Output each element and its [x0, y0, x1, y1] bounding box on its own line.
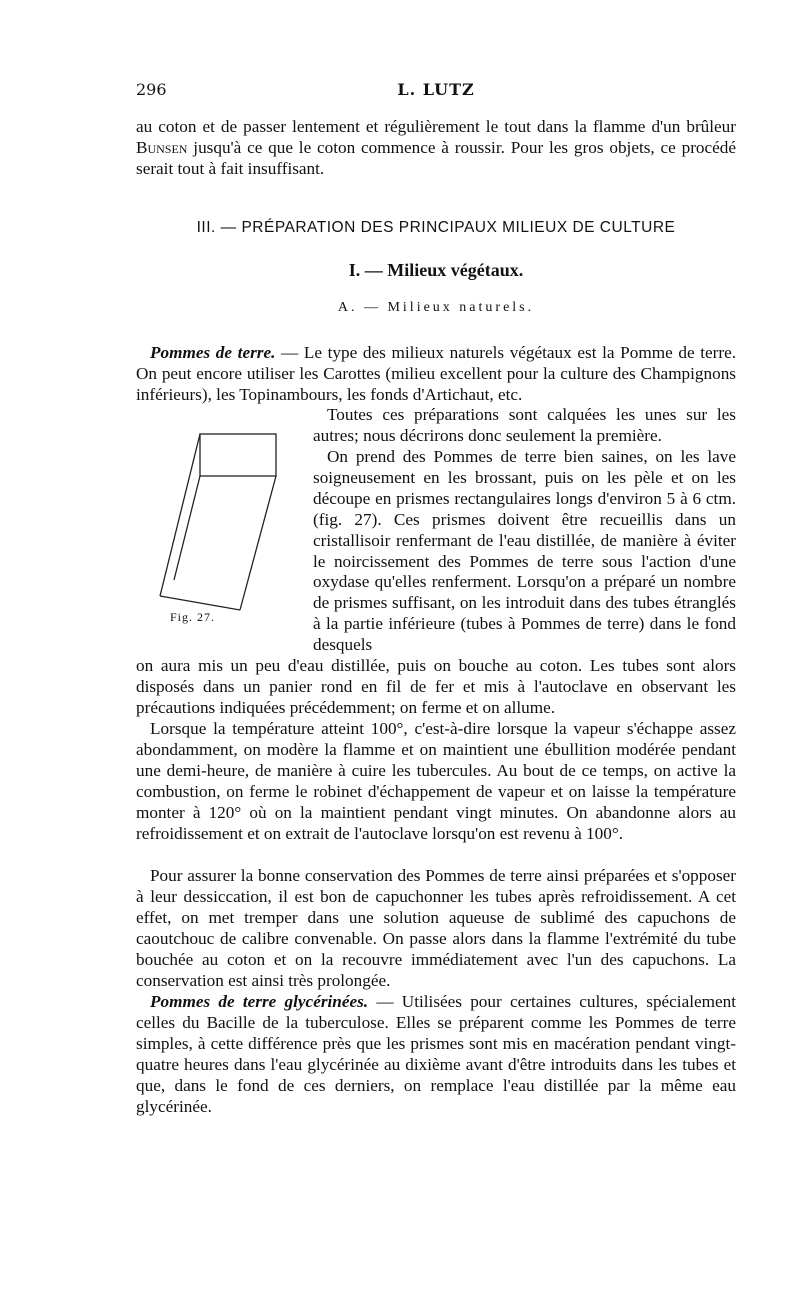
- conservation-paragraph: Pour assurer la bonne conservation des Pommes de terre ainsi préparées et s'opposer à leur dessiccation, il est bon de capuchonner les tubes après refroidissement. A cet effet, on met tremper dans une solution aqueuse de sublimé des capuchons de caoutchouc de calibre convenable. On passe alors dans la flamme l'extrémité du tube bouchée au coton et on la recouvre immédiatement avec l'un des capuchons. La conservation est ainsi très prolongée.: [136, 866, 736, 990]
- page-header: [136, 80, 736, 104]
- wrap-paragraph-1: Toutes ces préparations sont calquées les unes sur les autres; nous décrirons donc seulement la première.: [313, 405, 736, 445]
- pommes-lead: Pommes de terre.: [150, 343, 276, 362]
- figure-caption: Fig. 27.: [170, 610, 216, 624]
- pommes-text: — Le type des milieux naturels végétaux est la Pomme de terre. On peut encore utiliser les Carottes (milieu excellent pour la culture des Champignons inférieurs), les Topinambours, les fonds d'Artichaut, etc.: [136, 343, 736, 404]
- after-figure-paragraph: on aura mis un peu d'eau distillée, puis on bouche au coton. Les tubes sont alors disposés dans un panier rond en fil de fer et mis à l'autoclave en observant les précautions indiquées précédemment; on ferme et on allume.: [136, 656, 736, 717]
- intro-paragraph: [136, 117, 736, 180]
- figure-27: [140, 420, 290, 640]
- subsection-heading: I. — Milieux végétaux.: [348, 260, 524, 280]
- subsubsection-heading: A. — Milieux naturels.: [337, 300, 535, 315]
- intro-bunsen: Bunsen: [136, 137, 188, 157]
- intro-text-1: au coton et de passer lentement et régulièrement le tout dans la flamme d'un brûleur: [136, 117, 736, 136]
- intro-text-2: jusqu'à ce que le coton commence à roussir. Pour les gros objets, ce procédé serait tout à fait insuffisant.: [136, 137, 736, 178]
- running-title: L. LUTZ: [397, 80, 475, 99]
- potato-prism-drawing: [140, 420, 290, 620]
- page-number: 296: [136, 80, 167, 99]
- temperature-paragraph: Lorsque la température atteint 100°, c'est-à-dire lorsque la vapeur s'échappe assez abondamment, on modère la flamme et on maintient une ébullition modérée pendant une demi-heure, de manière à cuire les tubercules. Au bout de ce temps, on active la combustion, on ferme le robinet d'échappement de vapeur et on laisse la température monter à 120° où on la maintient pendant vingt minutes. On abandonne alors au refroidissement et on extrait de l'autoclave lorsqu'on est revenu à 100°.: [136, 719, 736, 843]
- glycerine-lead: Pommes de terre glycérinées.: [150, 992, 369, 1011]
- pommes-intro-paragraph: [136, 343, 736, 406]
- section-heading: III. — PRÉPARATION DES PRINCIPAUX MILIEUX DE CULTURE: [196, 219, 676, 236]
- glycerine-text: — Utilisées pour certaines cultures, spécialement celles du Bacille de la tuberculose. Elles se préparent comme les Pommes de terre simples, à cette différence près que les prismes sont mis en macération pendant vingt-quatre heures dans l'eau glycérinée au dixième avant d'être introduits dans les tubes et que, dans le fond de ces derniers, on remplace l'eau distillée par la même eau glycérinée.: [136, 992, 736, 1116]
- wrap-paragraph-2: On prend des Pommes de terre bien saines, on les lave soigneusement en les brossant, puis on les pèle et on les découpe en prismes rectangulaires longs d'environ 5 à 6 ctm. (fig. 27). Ces prismes doivent être recueillis dans un cristallisoir renfermant de l'eau distillée, de manière à éviter le noircissement des Pommes de terre sous l'action d'une oxydase qu'elles renferment. Lorsqu'on a préparé un nombre de prismes suffisant, on les introduit dans des tubes étranglés à la partie inférieure (tubes à Pommes de terre) dans le fond desquels: [313, 447, 736, 655]
- glycerine-paragraph: [136, 992, 736, 1117]
